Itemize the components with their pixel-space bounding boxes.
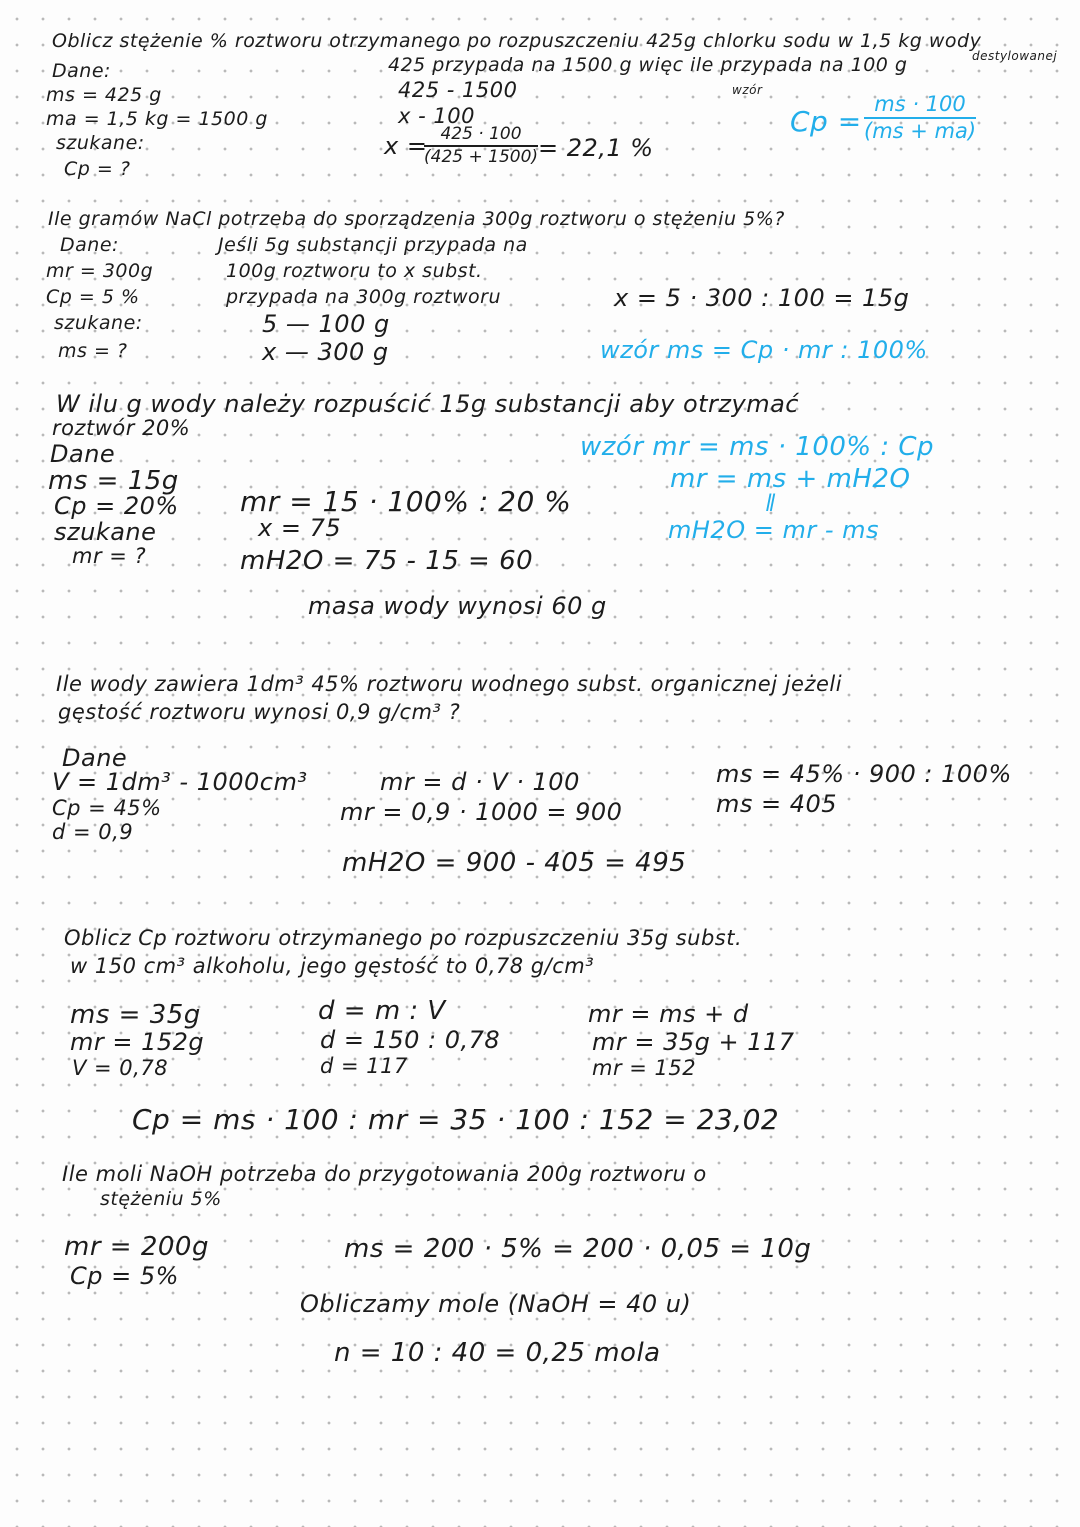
p4-work-3: mH2O = 900 - 405 = 495 — [342, 848, 687, 878]
p3-given-header: Dane — [50, 440, 116, 468]
p3-given-1: ms = 15g — [48, 466, 179, 496]
p3-sought-header: szukane — [54, 518, 157, 546]
p2-given-2: Cp = 5 % — [46, 286, 140, 308]
p4-question-2: gęstość roztworu wynosi 0,9 g/cm³ ? — [58, 700, 461, 724]
p5-result: Cp = ms · 100 : mr = 35 · 100 : 152 = 23,02 — [132, 1103, 780, 1136]
p6-question-1: Ile moli NaOH potrzeba do przygotowania 200g roztworu o — [62, 1162, 707, 1186]
p5-mass-2: mr = 35g + 117 — [592, 1028, 795, 1056]
p1-question-note: destylowanej — [972, 49, 1058, 63]
p3-work-3: mH2O = 75 - 15 = 60 — [240, 546, 534, 576]
p5-mass-3: mr = 152 — [592, 1056, 697, 1080]
p4-work-2: mr = 0,9 · 1000 = 900 — [340, 798, 623, 826]
p6-question-2: stężeniu 5% — [100, 1188, 222, 1210]
p4-question-1: Ile wody zawiera 1dm³ 45% roztworu wodnego subst. organicznej jeżeli — [56, 672, 843, 696]
p1-given-2: ma = 1,5 kg = 1500 g — [46, 108, 268, 130]
p3-formula-3: mH2O = mr - ms — [668, 516, 879, 544]
p3-formula-2: mr = ms + mH2O — [670, 464, 911, 494]
p3-question-2: roztwór 20% — [52, 416, 191, 440]
p4-work-1: mr = d · V · 100 — [380, 768, 580, 796]
p1-formula-numerator: ms · 100 — [864, 94, 976, 119]
p5-density-2: d = 150 : 0,78 — [320, 1026, 501, 1054]
p2-formula: wzór ms = Cp · mr : 100% — [600, 336, 928, 364]
p2-reasoning-2: 100g roztworu to x subst. — [226, 260, 483, 282]
p1-formula-denominator: (ms + ma) — [864, 119, 977, 143]
p6-work-1: ms = 200 · 5% = 200 · 0,05 = 10g — [344, 1234, 812, 1264]
p1-x-numerator: 425 · 100 — [424, 126, 538, 147]
p4-given-2: Cp = 45% — [52, 796, 162, 820]
p2-sought: ms = ? — [58, 340, 128, 362]
p4-work-right-2: ms = 405 — [716, 790, 838, 818]
p1-x-fraction — [424, 126, 538, 166]
p5-given-3: V = 0,78 — [72, 1056, 169, 1080]
p3-formula-equiv: ǁ — [766, 490, 776, 512]
p1-reasoning-3: x - 100 — [398, 104, 475, 128]
p3-given-2: Cp = 20% — [54, 492, 179, 520]
p1-reasoning-1: 425 przypada na 1500 g więc ile przypada na 100 g — [388, 54, 908, 76]
p5-given-1: ms = 35g — [70, 1000, 201, 1030]
p3-answer: masa wody wynosi 60 g — [308, 592, 607, 620]
p1-question: Oblicz stężenie % roztworu otrzymanego po rozpuszczeniu 425g chlorku sodu w 1,5 kg wody — [52, 30, 982, 52]
p6-given-2: Cp = 5% — [70, 1262, 179, 1290]
p2-proportion-2: x — 300 g — [262, 338, 389, 366]
p2-given-header: Dane: — [60, 234, 119, 256]
p1-x-label: x = — [384, 132, 428, 160]
p1-sought: Cp = ? — [64, 158, 131, 180]
p6-given-1: mr = 200g — [64, 1232, 209, 1262]
p1-sought-header: szukane: — [56, 132, 145, 154]
p1-given-1: ms = 425 g — [46, 84, 162, 106]
p3-formula-1: wzór mr = ms · 100% : Cp — [580, 432, 935, 462]
p2-sought-header: szukane: — [54, 312, 143, 334]
p4-given-3: d = 0,9 — [52, 820, 134, 844]
p5-question-2: w 150 cm³ alkoholu, jego gęstość to 0,78 g/cm³ — [70, 954, 595, 978]
p5-density-3: d = 117 — [320, 1054, 408, 1078]
p2-question: Ile gramów NaCl potrzeba do sporządzenia 300g roztworu o stężeniu 5%? — [48, 208, 785, 230]
p4-work-right-1: ms = 45% · 900 : 100% — [716, 760, 1012, 788]
p1-formula-label: wzór — [732, 83, 763, 97]
p2-solution: x = 5 · 300 : 100 = 15g — [614, 284, 910, 312]
p3-work-1: mr = 15 · 100% : 20 % — [240, 485, 572, 518]
p5-given-2: mr = 152g — [70, 1028, 205, 1056]
p1-formula-fraction — [864, 94, 976, 142]
p1-given-header: Dane: — [52, 60, 111, 82]
p3-work-2: x = 75 — [258, 514, 342, 542]
p2-reasoning-1: Jeśli 5g substancji przypada na — [218, 234, 528, 256]
p4-given-header: Dane — [62, 744, 128, 772]
p2-reasoning-3: przypada na 300g roztworu — [226, 286, 502, 308]
p2-proportion-1: 5 — 100 g — [262, 310, 390, 338]
p1-x-result: = 22,1 % — [538, 134, 654, 162]
p1-reasoning-2: 425 - 1500 — [398, 78, 518, 102]
p5-density-1: d = m : V — [318, 996, 446, 1026]
p5-mass-1: mr = ms + d — [588, 1000, 749, 1028]
p3-sought: mr = ? — [72, 544, 147, 568]
p4-given-1: V = 1dm³ - 1000cm³ — [52, 768, 308, 796]
p1-formula-lhs: Cp = — [790, 105, 862, 138]
p6-work-3: n = 10 : 40 = 0,25 mola — [334, 1338, 661, 1368]
p1-x-denominator: (425 + 1500) — [424, 147, 539, 167]
p5-question-1: Oblicz Cp roztworu otrzymanego po rozpuszczeniu 35g subst. — [64, 926, 743, 950]
p3-question-1: W ilu g wody należy rozpuścić 15g substancji aby otrzymać — [56, 390, 800, 418]
p2-given-1: mr = 300g — [46, 260, 154, 282]
p6-work-2: Obliczamy mole (NaOH = 40 u) — [300, 1290, 692, 1318]
